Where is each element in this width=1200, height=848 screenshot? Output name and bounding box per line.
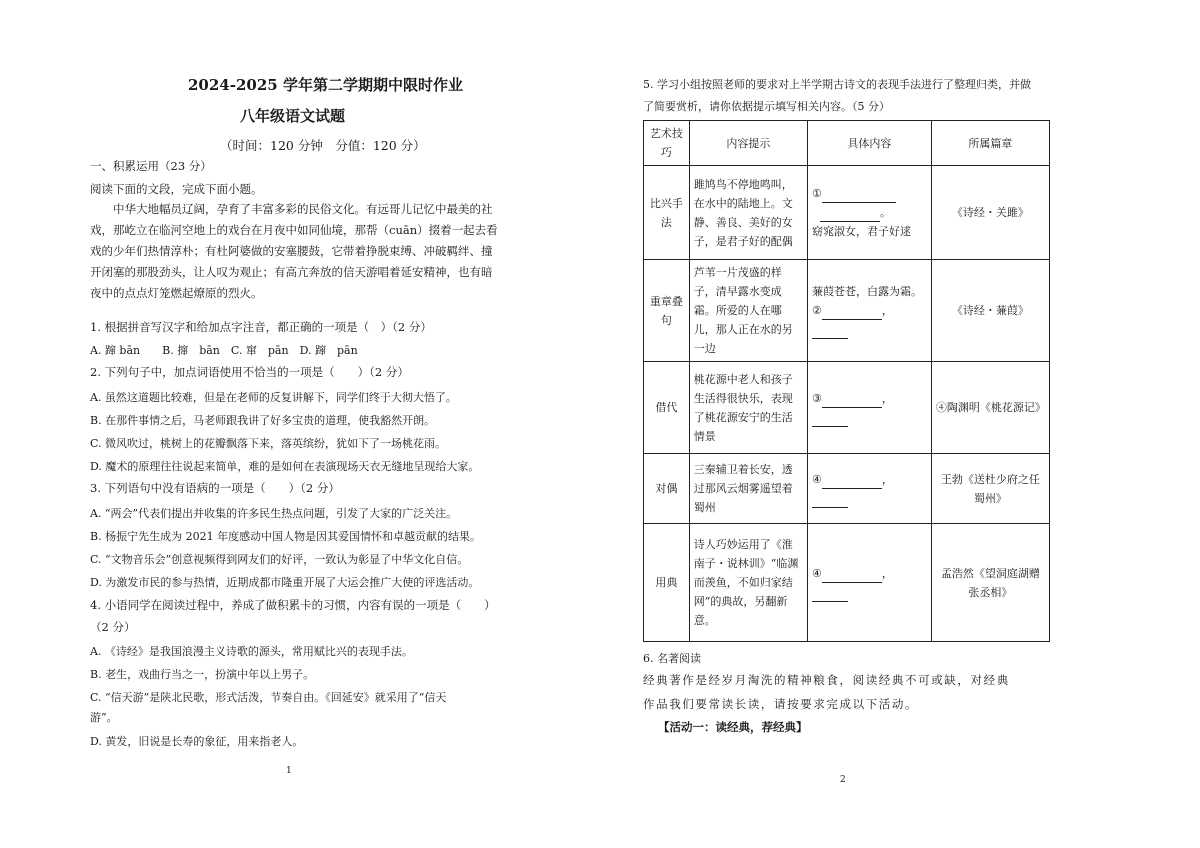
answer-blank[interactable] — [820, 209, 880, 222]
answer-blank[interactable] — [822, 395, 882, 408]
hint-cell: 三秦辅卫着长安，透过那风云烟雾遥望着蜀州 — [689, 454, 807, 524]
question-4-option-c: C. “信天游”是陕北民歌，形式活泼，节奏自由。《回延安》就采用了“信天 — [90, 691, 447, 704]
answer-marker: ④ — [811, 472, 822, 486]
question-2-option-a: A. 虽然这道题比较难，但是在老师的反复讲解下，同学们终于大彻大悟了。 — [90, 391, 457, 404]
table-header-cell: 内容提示 — [689, 121, 807, 166]
source-cell: 王勃《送杜少府之任蜀州》 — [931, 454, 1049, 524]
hint-cell: 诗人巧妙运用了《淮南子・说林训》“临渊而羡鱼，不如归家结网”的典故，另翻新意。 — [689, 524, 807, 642]
question-2: 2. 下列句子中，加点词语使用不恰当的一项是（ ）（2 分） — [90, 365, 409, 379]
source-cell: 孟浩然《望洞庭湖赠张丞相》 — [931, 524, 1049, 642]
answer-marker: ① — [811, 187, 822, 200]
answer-blank[interactable] — [822, 570, 882, 583]
table-row — [644, 524, 1050, 642]
table-header-row — [644, 121, 1050, 166]
exam-page-right — [600, 0, 1200, 848]
question-5-cont: 了简要赏析，请你依据提示填写相关内容。（5 分） — [643, 100, 890, 113]
table-row — [644, 166, 1050, 260]
question-5: 5. 学习小组按照老师的要求对上半学期古诗文的表现手法进行了整理归类，并做 — [643, 78, 1031, 91]
technique-cell: 对偶 — [644, 454, 690, 524]
question-4: 4. 小语同学在阅读过程中，养成了做积累卡的习惯，内容有误的一项是（ ） — [90, 598, 496, 612]
table-header-cell: 艺术技巧 — [644, 121, 690, 166]
question-4-option-b: B. 老生，戏曲行当之一，扮演中年以上男子。 — [90, 668, 315, 681]
technique-cell: 比兴手法 — [644, 166, 690, 260]
question-6: 6. 名著阅读 — [643, 652, 701, 665]
source-cell: ④陶渊明《桃花源记》 — [931, 362, 1049, 454]
exam-subtitle: 八年级语文试题 — [240, 107, 346, 125]
technique-cell: 重章叠句 — [644, 260, 690, 362]
answer-marker: ③ — [811, 391, 822, 405]
answer-blank[interactable] — [822, 190, 896, 203]
answer-blank[interactable] — [812, 495, 848, 508]
exam-info: （时间：120 分钟 分值：120 分） — [220, 138, 426, 153]
source-cell: 《诗经・关雎》 — [931, 166, 1049, 260]
question-4-option-c-cont: 游”。 — [90, 711, 118, 724]
question-4-option-d: D. 黄发，旧说是长寿的象征，用来指老人。 — [90, 735, 304, 748]
page-number: 2 — [840, 775, 846, 785]
answer-blank[interactable] — [822, 307, 882, 320]
exam-title: 2024-2025 学年第二学期期中限时作业 — [188, 76, 463, 94]
question-4-score: （2 分） — [90, 620, 136, 634]
answer-marker: ② — [811, 304, 822, 317]
given-line: 窈窕淑女，君子好逑 — [811, 225, 911, 238]
question-3-option-c: C. “文物音乐会”创意视频得到网友们的好评，一致认为彰显了中华文化自信。 — [90, 553, 469, 566]
page-number: 1 — [286, 766, 292, 776]
question-2-option-c: C. 微风吹过，桃树上的花瓣飘落下来，落英缤纷，犹如下了一场桃花雨。 — [90, 437, 447, 450]
given-line: 蒹葭苍苍，白露为霜。 — [811, 285, 922, 298]
table-row — [644, 454, 1050, 524]
answer-blank[interactable] — [812, 589, 848, 602]
question-3-option-d: D. 为激发市民的参与热情，近期成都市隆重开展了大运会推广大使的评选活动。 — [90, 576, 480, 589]
question-2-option-d: D. 魔术的原理往往说起来简单，难的是如何在表演现场天衣无缝地呈现给大家。 — [90, 460, 480, 473]
reading-passage: 中华大地幅员辽阔，孕育了丰富多彩的民俗文化。有远哥儿记忆中最美的社戏，那屹立在临河空地上的戏台在月夜中如同仙境，那帮（cuān）掇着一起去看戏的少年们热情淳朴；有杜阿婆做的安塞腰鼓，它带着挣脱束缚、冲破羁绊、撞开闭塞的那股劲头，让人叹为观止；有高亢奔放的信天游唱着延安精神，也有暗夜中的点点灯笼燃起燎原的烈火。 — [90, 202, 498, 300]
answer-blank[interactable] — [812, 326, 848, 339]
hint-cell: 桃花源中老人和孩子生活得很快乐，表现了桃花源安宁的生活情景 — [689, 362, 807, 454]
question-3-option-b: B. 杨振宁先生成为 2021 年度感动中国人物是因其爱国情怀和卓越贡献的结果。 — [90, 530, 482, 543]
table-row — [644, 362, 1050, 454]
content-cell: ① 。 窈窕淑女，君子好逑 — [807, 166, 931, 260]
technique-cell: 用典 — [644, 524, 690, 642]
hint-cell: 雎鸠鸟不停地鸣叫，在水中的陆地上。文静、善良、美好的女子，是君子好的配偶 — [689, 166, 807, 260]
technique-cell: 借代 — [644, 362, 690, 454]
question-3-option-a: A. “两会”代表们提出并收集的许多民生热点问题，引发了大家的广泛关注。 — [90, 507, 458, 520]
answer-marker: ④ — [811, 566, 822, 580]
reading-instruction: 阅读下面的文段，完成下面小题。 — [90, 182, 263, 196]
question-6-text: 经典著作是经岁月淘洗的精神粮食，阅读经典不可或缺，对经典 — [643, 673, 1010, 687]
source-cell: 《诗经・蒹葭》 — [931, 260, 1049, 362]
content-cell: ④ ， — [807, 454, 931, 524]
question-1: 1. 根据拼音写汉字和给加点字注音，都正确的一项是（ ）（2 分） — [90, 320, 432, 334]
table-row — [644, 260, 1050, 362]
question-3: 3. 下列语句中没有语病的一项是（ ）（2 分） — [90, 481, 340, 495]
hint-cell: 芦苇一片茂盛的样子，清早露水变成霜。所爱的人在哪儿，那人正在水的另一边 — [689, 260, 807, 362]
section-heading: 一、积累运用（23 分） — [90, 159, 212, 173]
answer-blank[interactable] — [822, 476, 882, 489]
table-header-cell: 所属篇章 — [931, 121, 1049, 166]
content-cell: 蒹葭苍苍，白露为霜。 ② ， — [807, 260, 931, 362]
question-6-text-cont: 作品我们要常读长读，请按要求完成以下活动。 — [643, 697, 919, 711]
techniques-table — [643, 120, 1050, 642]
question-2-option-b: B. 在那件事情之后，马老师跟我讲了好多宝贵的道理，使我豁然开朗。 — [90, 414, 436, 427]
content-cell: ④ ， — [807, 524, 931, 642]
content-cell: ③ ， — [807, 362, 931, 454]
activity-heading: 【活动一：读经典，荐经典】 — [658, 720, 808, 734]
question-4-option-a: A. 《诗经》是我国浪漫主义诗歌的源头，常用赋比兴的表现手法。 — [90, 645, 413, 658]
answer-blank[interactable] — [812, 414, 848, 427]
question-1-options: A. 蹿 bān B. 撺 bān C. 窜 pān D. 蹿 pān — [90, 344, 358, 357]
table-header-cell: 具体内容 — [807, 121, 931, 166]
